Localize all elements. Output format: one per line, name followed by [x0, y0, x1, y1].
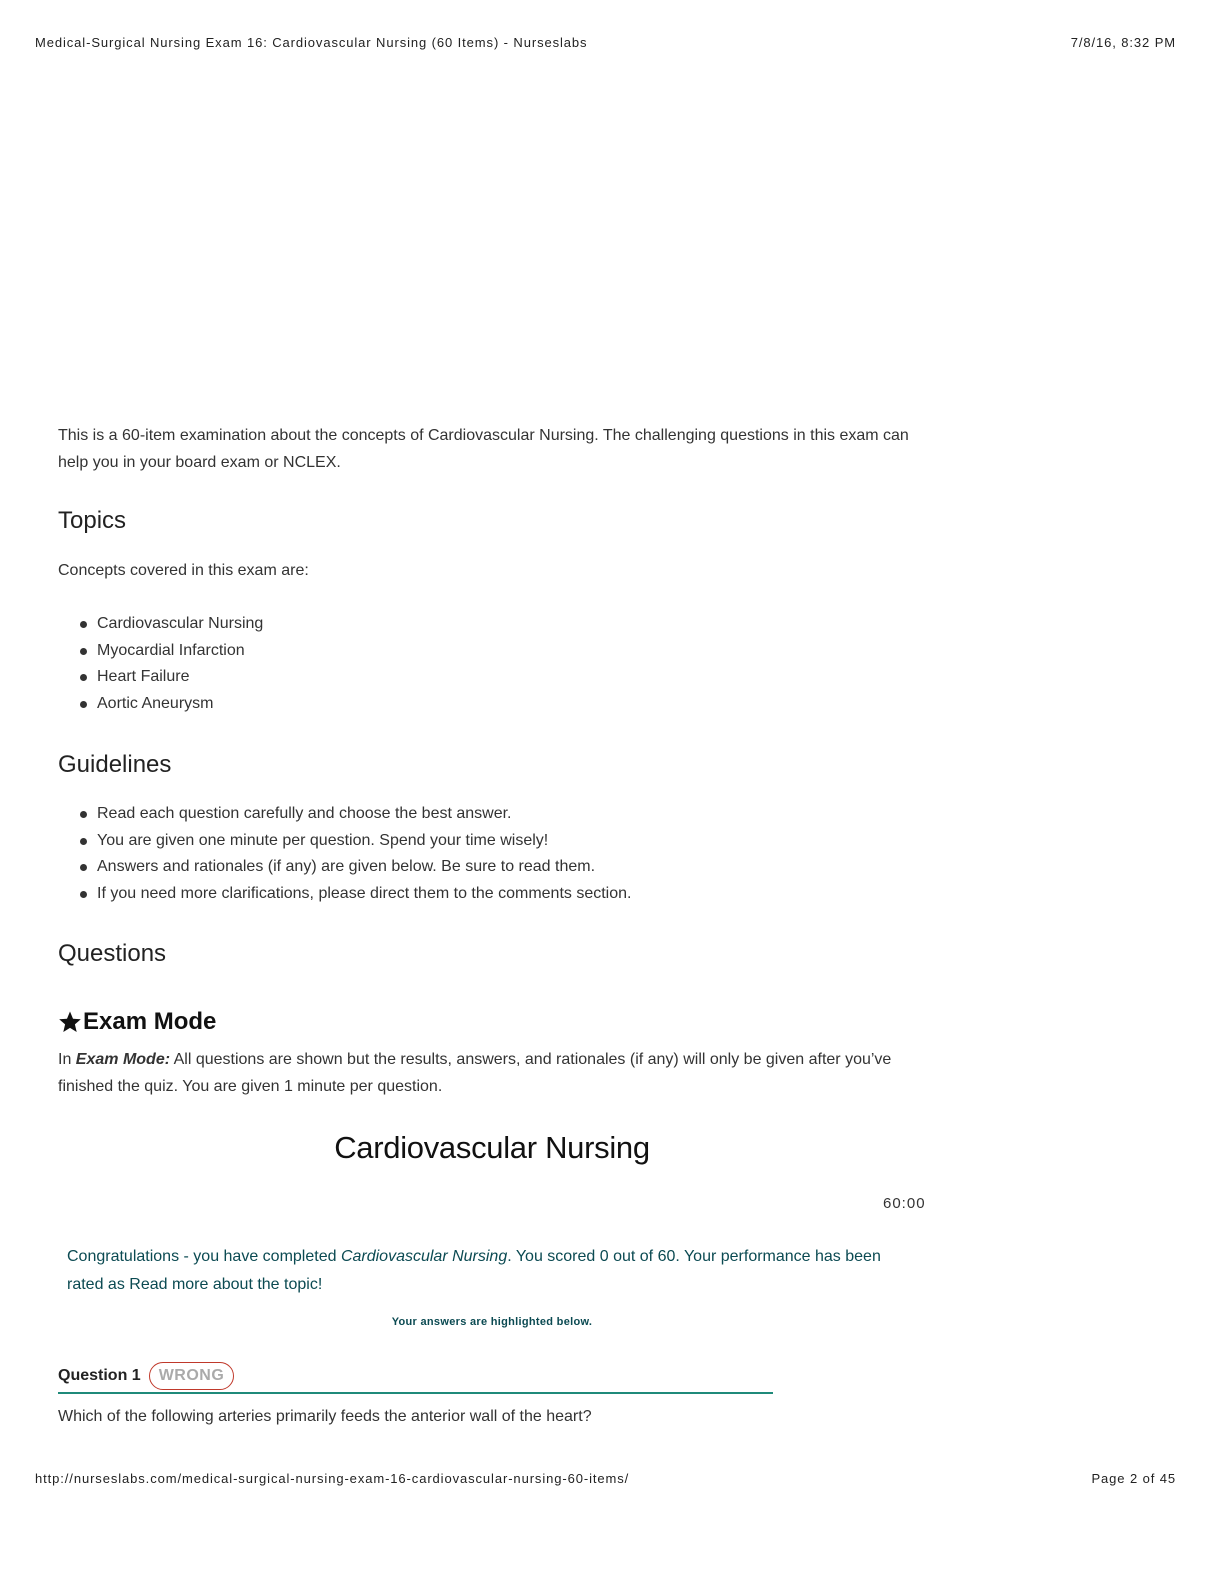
star-icon	[58, 1010, 82, 1034]
exam-mode-title: Exam Mode	[83, 1008, 217, 1035]
page-title: Medical-Surgical Nursing Exam 16: Cardiovascular Nursing (60 Items) - Nurseslabs	[35, 35, 588, 50]
quiz-timer: 60:00	[883, 1195, 926, 1212]
answers-highlight-note: Your answers are highlighted below.	[391, 1316, 593, 1328]
topics-lead: Concepts covered in this exam are:	[58, 562, 309, 579]
intro-paragraph: This is a 60-item examination about the concepts of Cardiovascular Nursing. The challenging questions in this exam can help you in your board exam or NCLEX.	[58, 427, 909, 471]
list-item: You are given one minute per question. Spend your time wisely!	[78, 828, 631, 855]
list-item: Answers and rationales (if any) are given below. Be sure to read them.	[78, 854, 631, 881]
list-item: Read each question carefully and choose the best answer.	[78, 801, 631, 828]
question-text: Which of the following arteries primarily feeds the anterior wall of the heart?	[58, 1408, 592, 1425]
exam-mode-heading	[58, 1008, 216, 1036]
list-item: Cardiovascular Nursing	[78, 611, 263, 638]
list-item: If you need more clarifications, please direct them to the comments section.	[78, 881, 631, 908]
exam-mode-bold: Exam Mode:	[75, 1051, 171, 1068]
topics-list	[78, 611, 263, 718]
result-quiz-name: Cardiovascular Nursing	[340, 1248, 508, 1265]
page-url: http://nurseslabs.com/medical-surgical-nursing-exam-16-cardiovascular-nursing-60-items/	[35, 1471, 630, 1486]
guidelines-heading: Guidelines	[58, 751, 172, 778]
question-header	[58, 1360, 773, 1394]
print-datetime: 7/8/16, 8:32 PM	[1070, 35, 1176, 50]
status-badge: WRONG	[149, 1362, 235, 1390]
list-item: Myocardial Infarction	[78, 638, 263, 665]
list-item-heart-failure-link[interactable]: Heart Failure	[78, 664, 263, 691]
quiz-title: Cardiovascular Nursing	[334, 1130, 650, 1165]
page-number: Page 2 of 45	[1091, 1471, 1176, 1486]
topics-heading: Topics	[58, 507, 127, 534]
questions-heading: Questions	[58, 940, 167, 967]
guidelines-list	[78, 801, 631, 908]
print-footer	[35, 1471, 1176, 1486]
list-item: Aortic Aneurysm	[78, 691, 263, 718]
print-header	[35, 35, 1176, 50]
exam-mode-description: In Exam Mode: All questions are shown but the results, answers, and rationales (if any) will only be given after you’ve finished the quiz. You are given 1 minute per question.	[58, 1051, 892, 1095]
question-label: Question 1	[58, 1367, 141, 1384]
quiz-result-message: Congratulations - you have completed Cardiovascular Nursing. You scored 0 out of 60. Your performance has been rated as Read more about the topic!	[67, 1248, 881, 1293]
